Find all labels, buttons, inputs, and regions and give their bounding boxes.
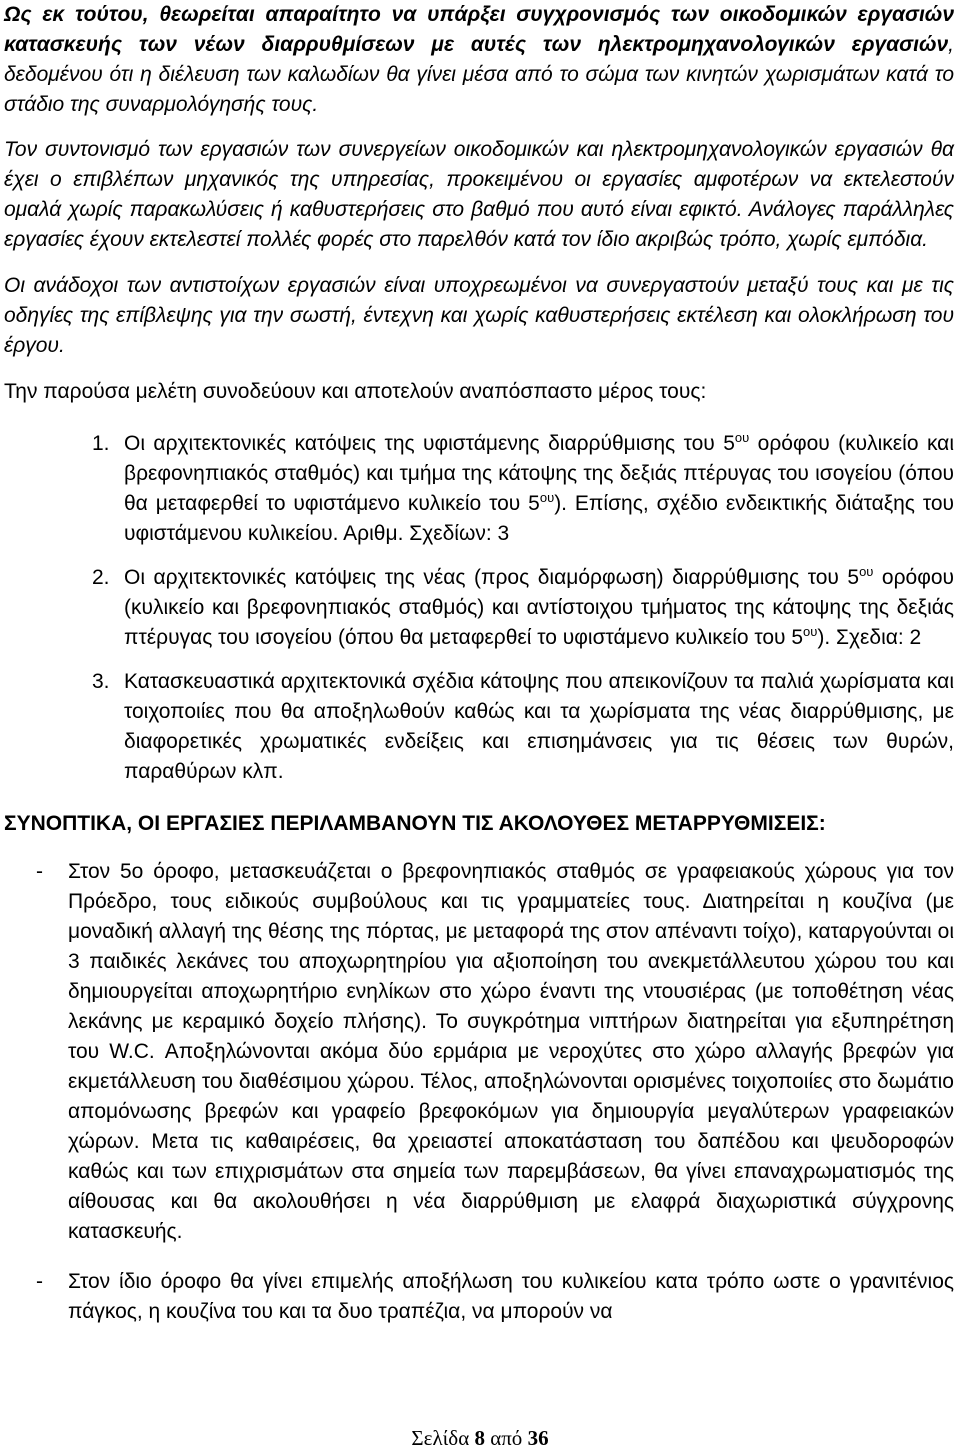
- dash-list: [4, 857, 954, 1327]
- paragraph-1-rest: , δεδομένου ότι η διέλευση των καλωδίων θα γίνει μέσα από το σώμα των κινητών χωρισμάτων κατά το στάδιο της συναρμολόγησής τους.: [4, 33, 954, 116]
- list-text-part: ορόφου (κυλικείο και βρεφονηπιακός σταθμός) και τμήμα της κάτοψης της δεξιάς πτέρυγας του ισογείου (όπου θα μεταφερθεί το υφιστάμενο κυλικείο του 5: [124, 432, 954, 515]
- paragraph-1-bold: Ως εκ τούτου, θεωρείται απαραίτητο να υπάρξει συγχρονισμός των οικοδομικών εργασιών κατασκευής των νέων διαρρυθμίσεων με αυτές των ηλεκτρομηχανολογικών εργασιών: [4, 3, 954, 56]
- list-item: [4, 429, 954, 549]
- list-text-part: ορόφου (κυλικείο και βρεφονηπιακός σταθμός) και αντίστοιχου τμήματος της κάτοψης της δεξιάς πτέρυγας του ισογείου (όπου θα μεταφερθεί το υφιστάμενο κυλικείο του 5: [124, 566, 955, 649]
- footer-current-page: 8: [474, 1426, 485, 1450]
- list-text: Στον 5ο όροφο, μετασκευάζεται ο βρεφονηπιακός σταθμός σε γραφειακούς χώρους για τον Πρόεδρο, τους ειδικούς συμβούλους και τις γραμματείες τους. Διατηρείται η κουζίνα (με μοναδική αλλαγή της θέσης της πόρτας, με μεταφορά της στον απέναντι τοίχο), καταργούνται οι 3 παιδικές λεκάνες του αποχωρητηρίου για αξιοποίηση του ανεκμετάλλευτου χώρου του και δημιουργείται αποχωρητήριο ενηλίκων στο χώρο έναντι της ντουσιέρας (με τοποθέτηση νέας λεκάνης με κεραμικό δοχείο πλήσης). Το συγκρότημα νιπτήρων διατηρείται για εξυπηρέτηση του W.C. Αποξηλώνονται ακόμα δύο ερμάρια με νεροχύτες στο χώρο αλλαγής βρεφών για εκμετάλλευση του διαθέσιμου χώρου. Τέλος, αποξηλώνονται ορισμένες τοιχοποιίες στο δωμάτιο απομόνωσης βρεφών και γραφείο βρεφοκόμων για δημιουργία μεγαλύτερων γραφειακών χώρων. Μετα τις καθαιρέσεις, θα χρειαστεί αποκατάσταση του δαπέδου και ψευδοροφών καθώς και των επιχρισμάτων στα σημεία των παρεμβάσεων, θα γίνει επαναχρωματισμός της αίθουσας και θα ακολουθήσει η νέα διαρρύθμιση με ελαφρά διαχωριστικά σύγχρονης κατασκευής.: [68, 860, 954, 1243]
- list-text: Στον ίδιο όροφο θα γίνει επιμελής αποξήλωση του κυλικείου κατα τρόπο ωστε ο γρανιτένιος πάγκος, η κουζίνα του και τα δυο τραπέζια, να μπορούν να: [68, 1270, 954, 1323]
- numbered-list: [4, 429, 954, 787]
- footer-total-pages: 36: [527, 1426, 549, 1450]
- list-text-part: ). Επίσης, σχέδιο ενδεικτικής διάταξης του υφιστάμενου κυλικείου. Αριθμ. Σχεδίων: 3: [124, 492, 954, 545]
- superscript: ου: [734, 430, 750, 445]
- superscript: ου: [859, 564, 874, 579]
- list-number: 2.: [92, 566, 110, 589]
- list-dash: -: [36, 1270, 43, 1293]
- footer-middle: από: [484, 1426, 528, 1450]
- list-item: [4, 1267, 954, 1327]
- list-text-part: Οι αρχιτεκτονικές κατόψεις της νέας (προς διαμόρφωση) διαρρύθμισης του 5: [124, 566, 860, 589]
- list-item: [4, 857, 954, 1247]
- list-text: [124, 563, 954, 653]
- paragraph-1: [4, 0, 954, 120]
- list-number: 1.: [92, 432, 110, 455]
- paragraph-3: Οι ανάδοχοι των αντιστοίχων εργασιών είναι υποχρεωμένοι να συνεργαστούν μεταξύ τους και με τις οδηγίες της επίβλεψης για την σωστή, έντεχνη και χωρίς καθυστερήσεις εκτέλεση και ολοκλήρωση του έργου.: [4, 274, 954, 357]
- summary-heading: ΣΥΝΟΠΤΙΚΑ, ΟΙ ΕΡΓΑΣΙΕΣ ΠΕΡΙΛΑΜΒΑΝΟΥΝ ΤΙΣ ΑΚΟΛΟΥΘΕΣ ΜΕΤΑΡΡΥΘΜΙΣΕΙΣ:: [4, 812, 826, 835]
- list-text: Κατασκευαστικά αρχιτεκτονικά σχέδια κάτοψης που απεικονίζουν τα παλιά χωρίσματα και τοιχοποιίες που θα αποξηλωθούν καθώς και τα χωρίσματα της νέας διαρρύθμισης, με διαφορετικές χρωματικές ενδείξεις και επισημάνσεις για τις θέσεις των θυρών, παραθύρων κλπ.: [124, 670, 954, 783]
- list-text: [124, 429, 954, 549]
- page-footer: [0, 1425, 960, 1451]
- footer-prefix: Σελίδα: [411, 1426, 475, 1450]
- paragraph-4: Την παρούσα μελέτη συνοδεύουν και αποτελούν αναπόσπαστο μέρος τους:: [4, 380, 707, 403]
- list-text-part: ). Σχεδια: 2: [817, 626, 922, 649]
- list-number: 3.: [92, 670, 110, 693]
- list-text-part: Οι αρχιτεκτονικές κατόψεις της υφιστάμενης διαρρύθμισης του 5: [124, 432, 735, 455]
- list-dash: -: [36, 860, 43, 883]
- list-item: [4, 667, 954, 787]
- superscript: ου: [803, 624, 818, 639]
- superscript: ου: [539, 490, 555, 505]
- list-item: [4, 563, 954, 653]
- paragraph-2: Τον συντονισμό των εργασιών των συνεργείων οικοδομικών και ηλεκτρομηχανολογικών εργασιών θα έχει ο επιβλέπων μηχανικός της υπηρεσίας, προκειμένου οι εργασίες αμφοτέρων να εκτελεστούν ομαλά χωρίς παρακωλύσεις ή καθυστερήσεις στο βαθμό που αυτό είναι εφικτό. Ανάλογες παράλληλες εργασίες έχουν εκτελεστεί πολλές φορές στο παρελθόν κατά τον ίδιο ακριβώς τρόπο, χωρίς εμπόδια.: [4, 138, 954, 251]
